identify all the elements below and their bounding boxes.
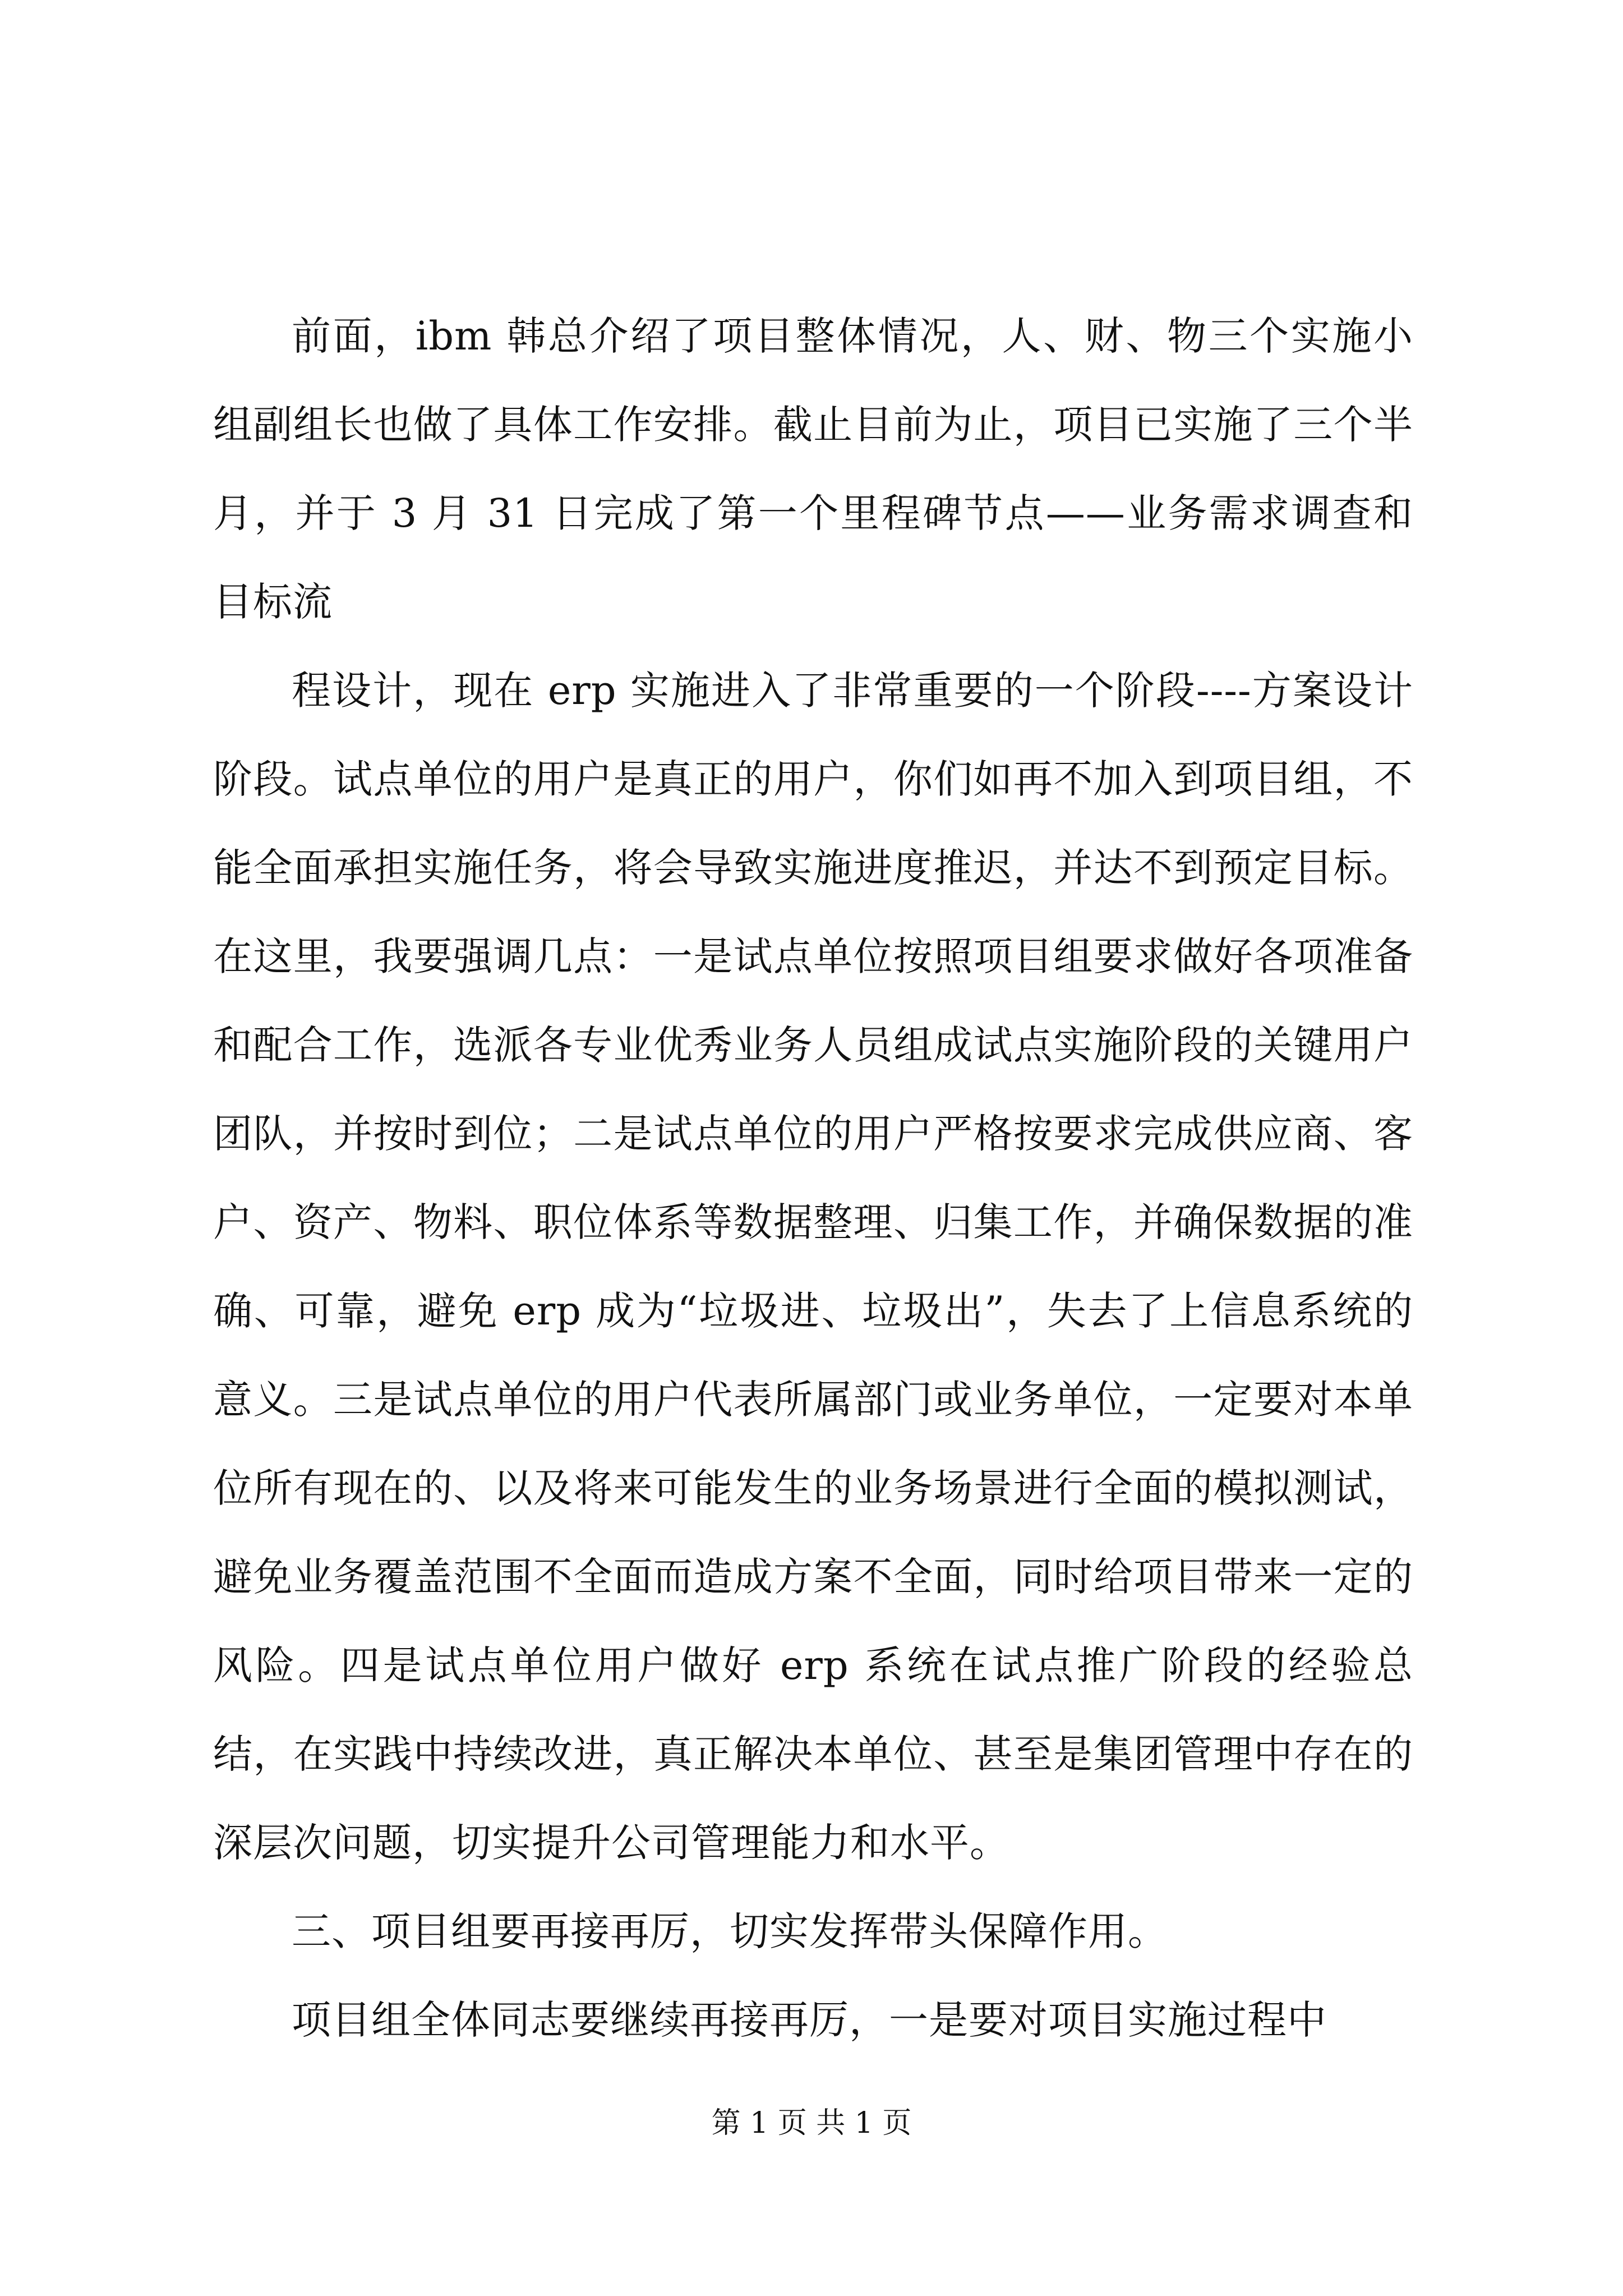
paragraph-intro: 前面，ibm 韩总介绍了项目整体情况，人、财、物三个实施小组副组长也做了具体工作安排。截止目前为止，项目已实施了三个半月，并于 3 月 31 日完成了第一个里程碑节点——业务需求调查和目标流 [213,313,1413,625]
section-heading-three: 三、项目组要再接再厉，切实发挥带头保障作用。 [292,1908,1168,1954]
paragraph-project-team: 项目组全体同志要继续再接再厉，一是要对项目实施过程中 [292,1997,1327,2043]
paragraph-design-phase: 程设计，现在 erp 实施进入了非常重要的一个阶段----方案设计阶段。试点单位的用户是真正的用户，你们如再不加入到项目组，不能全面承担实施任务，将会导致实施进度推迟，并达不到预定目标。在这里，我要强调几点：一是试点单位按照项目组要求做好各项准备和配合工作，选派各专业优秀业务人员组成试点实施阶段的关键用户团队，并按时到位；二是试点单位的用户严格按要求完成供应商、客户、资产、物料、职位体系等数据整理、归集工作，并确保数据的准确、可靠，避免 erp 成为“垃圾进、垃圾出”，失去了上信息系统的意义。三是试点单位的用户代表所属部门或业务单位，一定要对本单位所有现在的、以及将来可能发生的业务场景进行全面的模拟测试，避免业务覆盖范围不全面而造成方案不全面，同时给项目带来一定的风险。四是试点单位用户做好 erp 系统在试点推广阶段的经验总结，在实践中持续改进，真正解决本单位、甚至是集团管理中存在的深层次问题，切实提升公司管理能力和水平。 [213,668,1413,1866]
page-footer: 第 1 页 共 1 页 [711,2106,912,2140]
document-body [213,292,1413,2064]
